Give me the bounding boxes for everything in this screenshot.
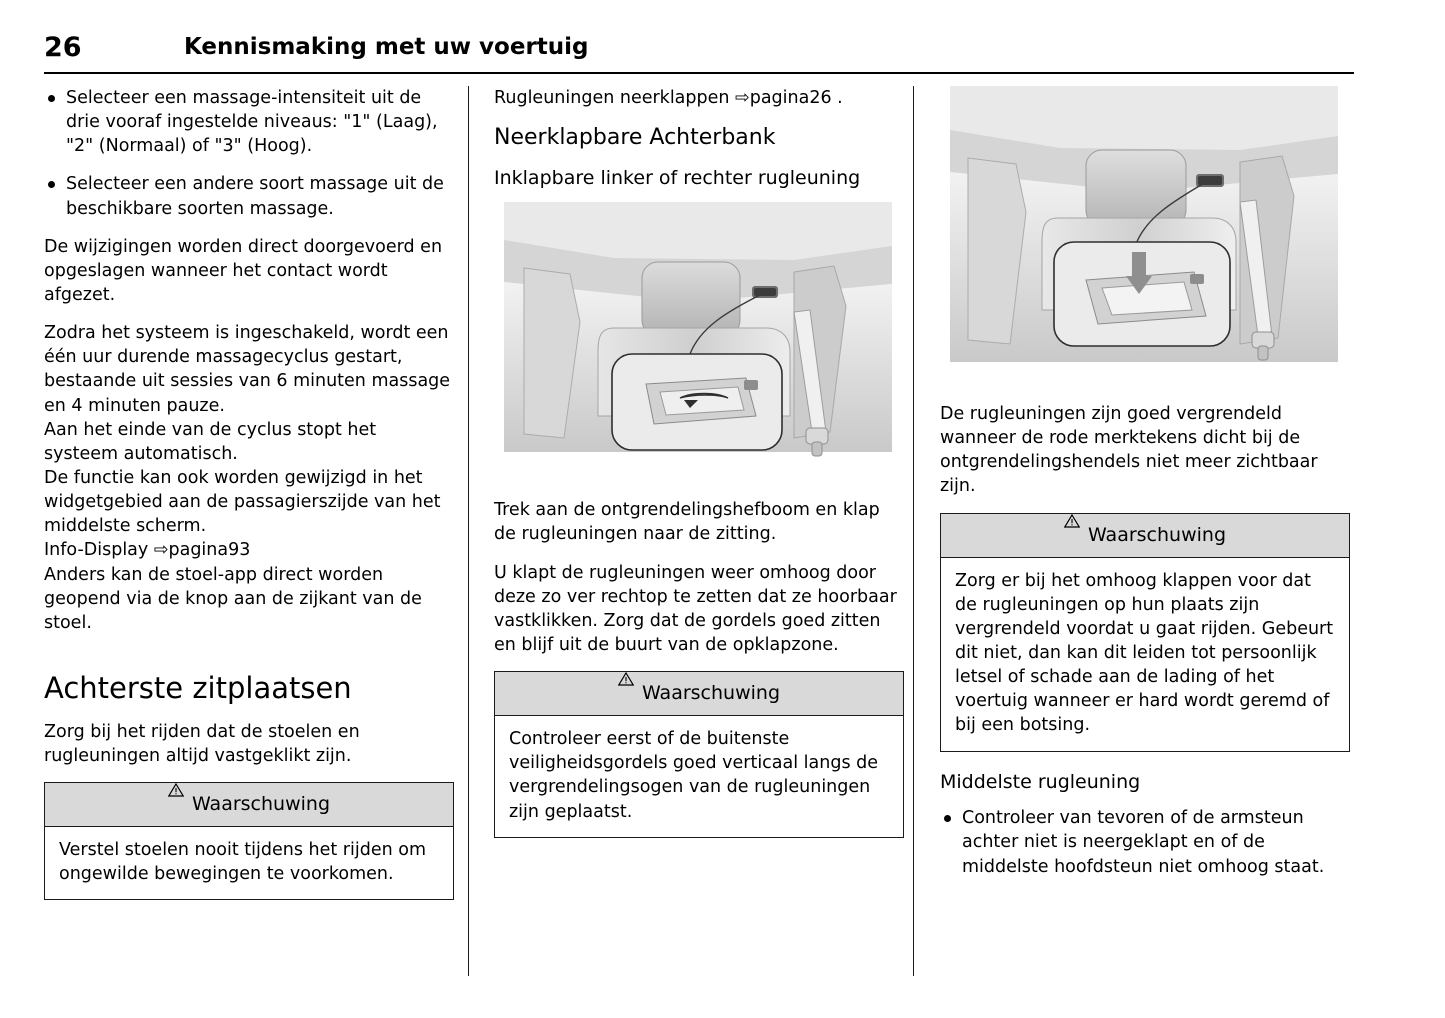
column-left <box>44 86 454 976</box>
warning-title: Waarschuwing <box>641 682 781 705</box>
page-number: 26 <box>44 32 82 63</box>
page-header <box>44 32 1354 74</box>
warning-title: Waarschuwing <box>191 793 331 816</box>
warning-text: Verstel stoelen nooit tijdens het rijden om ongewilde bewegingen te voorkomen. <box>59 840 426 885</box>
page-columns <box>44 86 1354 976</box>
column-middle <box>494 86 904 976</box>
warning-triangle-icon <box>618 686 634 700</box>
list-item: Selecteer een massage-intensiteit uit de drie vooraf ingestelde niveaus: "1" (Laag), "2" (Normaal) of "3" (Hoog). <box>44 86 454 158</box>
warning-box-seatbelt-check <box>494 671 904 838</box>
warning-triangle-icon <box>1064 528 1080 542</box>
paragraph-seats-locked: Zorg bij het rijden dat de stoelen en rugleuningen altijd vastgeklikt zijn. <box>44 721 360 766</box>
paragraph-fold-up-backrests: U klapt de rugleuningen weer omhoog door deze zo ver rechtop te zetten dat ze hoorbaar vastklikken. Zorg dat de gordels goed zitten en blijf uit de buurt van de opklapzone. <box>494 562 897 656</box>
section-title-rear-seats: Achterste zitplaatsen <box>44 670 352 705</box>
paragraph-seat-app: Anders kan de stoel-app direct worden geopend via de knop aan de zijkant van de stoel. <box>44 564 422 633</box>
paragraph-pull-lever: Trek aan de ontgrendelingshefboom en klap de rugleuningen naar de zitting. <box>494 500 880 545</box>
column-divider <box>913 86 914 976</box>
paragraph-locked-indicator: De rugleuningen zijn goed vergrendeld wanneer de rode merktekens dicht bij de ontgrendelingshendels niet meer zichtbaar zijn. <box>940 404 1318 497</box>
warning-text: Zorg er bij het omhoog klappen voor dat de rugleuningen op hun plaats zijn vergrendeld voordat u gaat rijden. Gebeurt dit niet, dan kan dit leiden tot persoonlijk letsel of schade aan de lading of het voertuig wanneer er hard wordt geremd of bij een botsing. <box>955 570 1334 736</box>
figure-backrest-lock-indicator <box>940 86 1350 386</box>
warning-title: Waarschuwing <box>1087 523 1227 546</box>
paragraph-widget-area: De functie kan ook worden gewijzigd in het widgetgebied aan de passagierszijde van het middelste scherm. <box>44 467 441 537</box>
warning-triangle-icon <box>168 797 184 811</box>
chapter-title: Kennismaking met uw voertuig <box>184 34 589 60</box>
list-item: Selecteer een andere soort massage uit de beschikbare soorten massage. <box>44 172 454 220</box>
column-right <box>940 86 1350 976</box>
warning-header <box>495 672 903 716</box>
subsubsection-title-middle-backrest: Middelste rugleuning <box>940 770 1141 793</box>
subsection-title-folding-rear-seat: Neerklapbare Achterbank <box>494 125 776 151</box>
warning-header <box>941 514 1349 558</box>
subsubsection-title-left-right-backrest: Inklapbare linker of rechter rugleuning <box>494 166 861 189</box>
warning-box-fold-up-lock <box>940 513 1350 752</box>
warning-header <box>45 783 453 827</box>
middle-backrest-list <box>940 806 1350 878</box>
warning-text: Controleer eerst of de buitenste veiligheidsgordels goed verticaal langs de vergrendelingsogen van de rugleuningen zijn geplaatst. <box>509 729 879 822</box>
list-item: Controleer van tevoren of de armsteun achter niet is neergeklapt en of de middelste hoofdsteun niet omhoog staat. <box>940 806 1350 878</box>
paragraph-cycle-end: Aan het einde van de cyclus stopt het systeem automatisch. <box>44 419 377 464</box>
massage-options-list <box>44 86 454 221</box>
paragraph-fold-backrests-ref: Rugleuningen neerklappen ⇨pagina26 . <box>494 88 843 108</box>
column-divider <box>468 86 469 976</box>
paragraph-massage-cycle: Zodra het systeem is ingeschakeld, wordt een één uur durende massagecyclus gestart, bestaande uit sessies van 6 minuten massage en 4 minuten pauze. <box>44 323 451 416</box>
warning-box-seat-adjust <box>44 782 454 900</box>
paragraph-info-display-ref: Info-Display ⇨pagina93 <box>44 540 251 561</box>
paragraph-changes-saved: De wijzigingen worden direct doorgevoerd en opgeslagen wanneer het contact wordt afgezet. <box>44 236 443 305</box>
figure-rear-seat-release-lever <box>494 202 904 482</box>
